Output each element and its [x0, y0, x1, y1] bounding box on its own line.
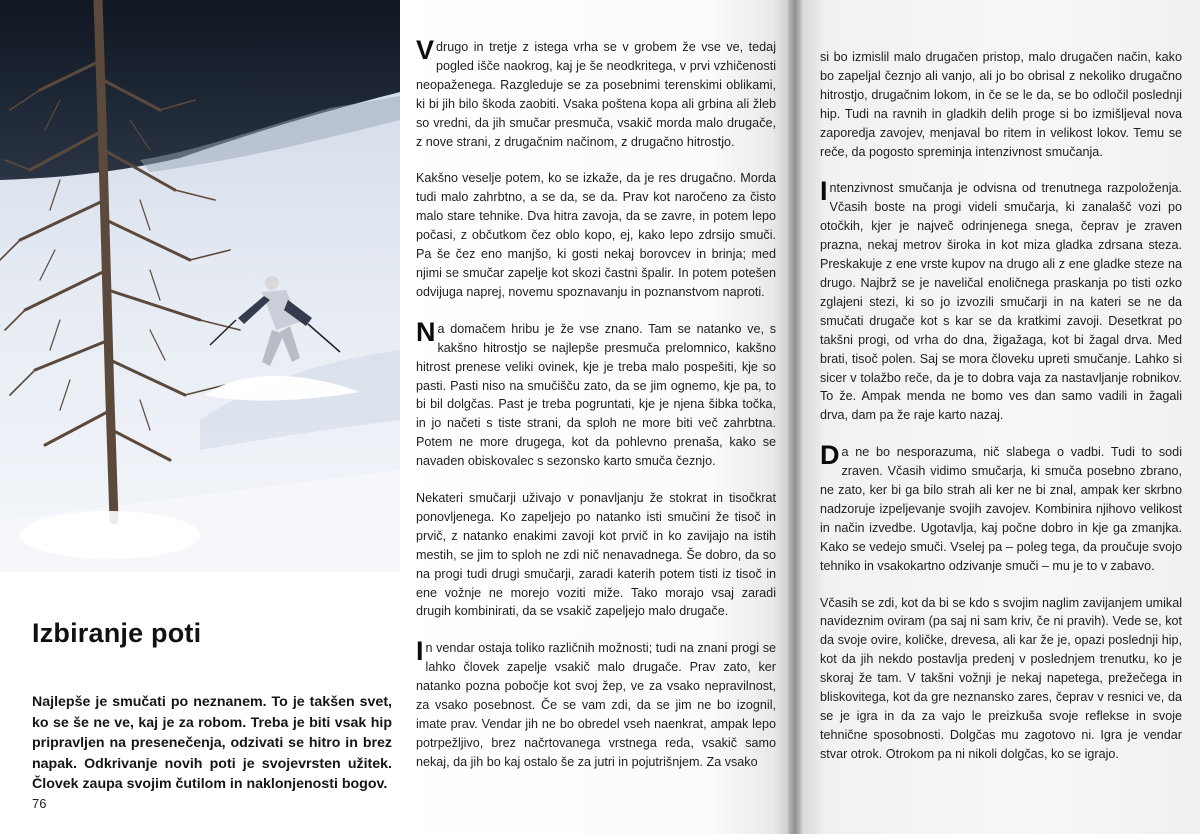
right-text-column [820, 48, 1182, 782]
skier-photo [0, 0, 400, 572]
middle-text-column [416, 35, 776, 790]
left-page [0, 0, 400, 834]
body-paragraph: Nekateri smučarji uživajo v ponavljanju že stokrat in tisočkrat ponovljenega. Ko zapeljejo po natanko isti smučini že tisoč in prvič, z natanko enakimi zavoji kot prvič in ko zavijajo na istih mestih, se jim to sploh ne zdi nič nenavadnega. Še dobro, da so na progi tudi drugi smučarji, zaradi katerih potem tisti iz tisoč in ene vožnje ne morejo voziti miže. Tako morajo vsaj zaradi drugih kombinirati, da se vsakič zapeljejo malo drugače. [416, 491, 776, 619]
body-paragraph: Kakšno veselje potem, ko se izkaže, da je res drugačno. Morda tudi malo zahrbtno, a se da, se da. Prav kot naročeno za čisto malo stare tehnike. Dva hitra zavoja, da se zavre, in potem lepo počasi, z občutkom čez oblo kopo, ej, kako lepo zdrsijo smuči. Pa še čez eno manjšo, ki gosti nekaj borovcev in brinja; med njimi se smučar zapelje kot skozi častni špalir. In potem potešen odvijuga naprej, novemu spoznavanju in poznanstvom naproti. [416, 171, 776, 299]
body-paragraph: si bo izmislil malo drugačen pristop, malo drugačen način, kako bo zapeljal čeznjo ali vanjo, ali jo bo obrisal z nekoliko drugačno hitrostjo, drugačnim lokom, in če se le da, se bo odločil poslednji hip. Tudi na ravnih in gladkih delih proge si bo izmišljeval nova zaporedja zavojev, menjaval bo ritem in velikost lokov. Temu se reče, da pogosto spreminja intenzivnost smučanja. [820, 50, 1182, 159]
body-paragraph: Intenzivnost smučanja je odvisna od trenutnega razpoloženja. Včasih boste na progi videli smučarja, ki zanalašč vozi po otočkih, kjer je največ odrinjenega snega, čeprav je zraven prazna, nekaj metrov široka in kot miza gladka zdrsana steza. Preskakuje z ene vrste kupov na drugo ali z ene gladke steze na drugo. Najbrž se je naveličal enoličnega praskanja po tisti ozko zglajeni stezi, ki so jo izvozili smučarji in na kateri se ne da smučati drugače kot s kar se da kratkimi zavoji. Desetkrat po takšni progi, od vrha do dna, žigažaga, kot bi žagal drva. Med brati, tisoč polen. Saj se mora človeku upreti smučanje. Lahko si sicer v tolažbo reče, da je to dobra vaja za nastavljanje robnikov. To že. Ampak menda ne bomo ves dan samo vadili in žagali drva, dam pa že raje karto nazaj. [820, 176, 1182, 423]
body-paragraph: Na domačem hribu je že vse znano. Tam se natanko ve, s kakšno hitrostjo se najlepše presmuča prelomnico, kakšno hitrost prenese veliki ovinek, kje je treba malo pospešiti, kje so pasti. Pasti niso na smučišču zato, da se jim ognemo, kje pa, to bi bil dolgčas. Past je treba pogruntati, kje je njena šibka točka, in jo načeti s tiste strani, da sploh ne more biti več zahrbtna. Potem ne more drugega, kot da pohlevno prenaša, kako se navaden obiskovalec s sezonsko karto smuča čeznjo. [416, 316, 776, 469]
body-paragraph: In vendar ostaja toliko različnih možnosti; tudi na znani progi se lahko človek zapelje vsakič malo drugače. Prav zato, ker natanko pozna pobočje kot svoj žep, ve za vsako nepravilnost, za vsako posebnost. Če se vam zdi, da se jim ne bo izognil, imate prav. Vendar jih ne bo obredel vseh naenkrat, ampak lepo potrpežljivo, brez načrtovanega vrstnega reda, vsakič samo nekaj, da jih bo kaj ostalo še za jutri in pojutrišnjem. Za vsako [416, 636, 776, 769]
section-heading: Izbiranje poti [32, 618, 202, 648]
intro-paragraph: Najlepše je smučati po neznanem. To je takšen svet, ko se še ne ve, kaj je za robom. Treba je biti vsak hip pripravljen na presenečenja, odzivati se hitro in brez napak. Odkrivanje novih poti je svojevrsten užitek. Človek zaupa svojim čutilom in naklonjenosti bogov. [32, 694, 392, 792]
body-paragraph: Vdrugo in tretje z istega vrha se v grobem že vse ve, tedaj pogled išče naokrog, kaj je še neodkritega, v prvi vzhičenosti neopaženega. Razgleduje se za posebnimi terenskimi oblikami, ki bi jih bilo škoda zaobiti. Vsaka poštena kopa ali grbina ali žleb so vredni, da jih smučar presmuča, vsakič morda malo drugače, z nove strani, z drugačnim načinom, z drugačno hitrostjo. [416, 35, 776, 149]
body-paragraph: Včasih se zdi, kot da bi se kdo s svojim naglim zavijanjem umikal navideznim oviram (pa saj ni sam kriv, če ni pravih). Vede se, kot da svoje ovire, količke, drevesa, ali kar že je, opazi poslednji hip, kot da jih nekdo postavlja predenj v poslednjem trenutku, ko je skoraj že tam. V takšni vožnji je nekaj napetega, prežečega in bliskovitega, kot da gre neznansko zares, čeprav v resnici ve, da se je igra in da za vajo le preizkuša svoje reflekse in svoje tehnične sposobnosti. Dolgčas mu zagotovo ni. Igra je vendar stvar otrok. Otrokom pa ni nikoli dolgčas, ko se igrajo. [820, 595, 1182, 761]
page-number: 76 [32, 796, 47, 811]
book-gutter [788, 0, 802, 834]
body-paragraph: Da ne bo nesporazuma, nič slabega o vadbi. Tudi to sodi zraven. Včasih vidimo smučarja, ki smuča posebno zbrano, ne zato, ker bi ga bilo strah ali ker ne bi znal, ampak ker skrbno nadzoruje izpeljevanje svojih zavojev. Kombinira njihovo velikost in način izvedbe. Ugotavlja, kaj počne dobro in kje ga zmanjka. Kako se vedejo smuči. Vselej pa – poleg tega, da proučuje svojo tehniko in vsakokartno odzivanje smuči – mu je to v zabavo. [820, 440, 1182, 573]
